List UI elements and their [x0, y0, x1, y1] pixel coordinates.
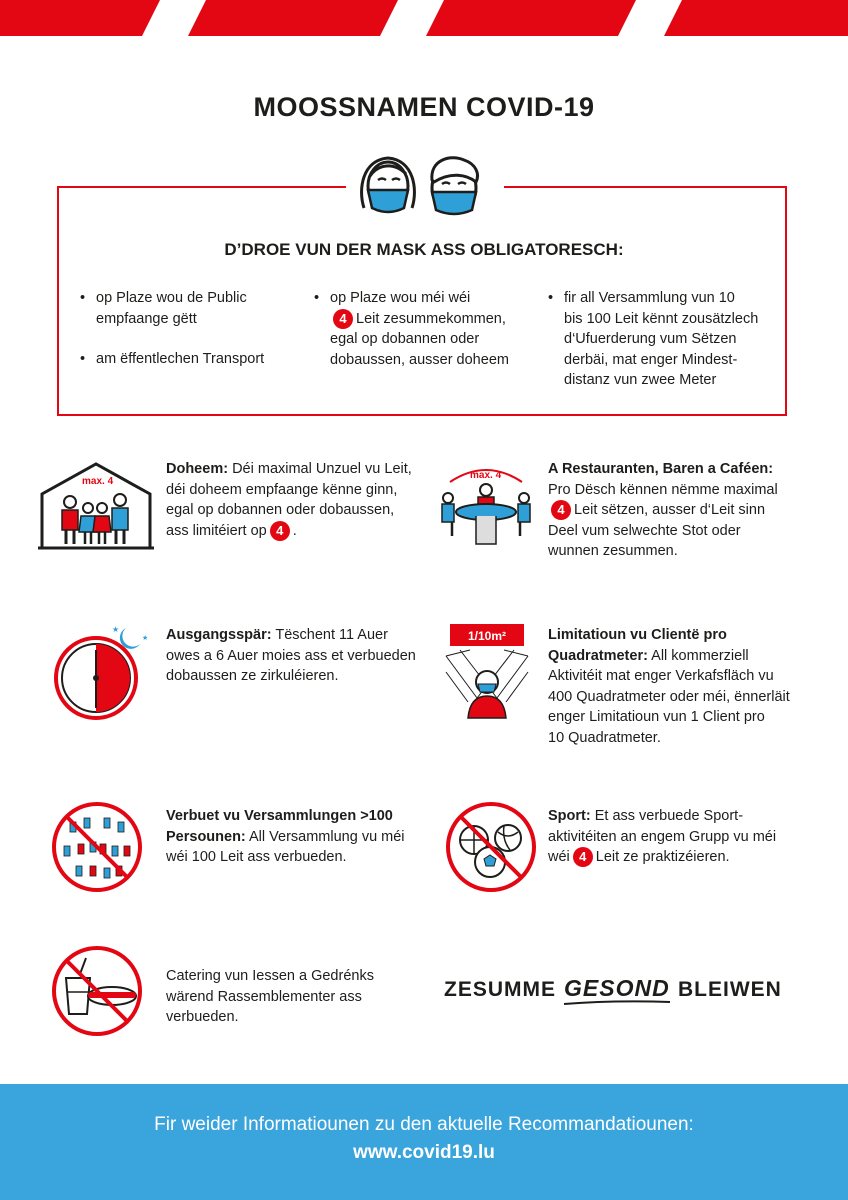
slogan-word-3: BLEIWEN [678, 978, 782, 1001]
list-item: • op Plaze wou de Public empfaange gëtt [80, 288, 290, 329]
home-badge: max. 4 [82, 476, 114, 487]
footer [0, 1084, 848, 1200]
top-stripes [0, 0, 848, 36]
sport-rule: Sport: Et ass verbuede Sport- aktivitéiten an engem Grupp vu méi wéi 4 Leit ze praktizéieren. [548, 806, 808, 868]
svg-text:★: ★ [112, 625, 120, 634]
slogan [444, 970, 784, 1030]
gatherings-rule: Verbuet vu Versammlungen >100 Persounen: All Versammlung vu méi wéi 100 Leit ass verbueden. [166, 808, 405, 865]
crowd-banned-icon [50, 800, 144, 894]
number-badge: 4 [573, 847, 593, 867]
food-banned-icon [50, 944, 144, 1038]
list-item: • fir all Versammlung vun 10 bis 100 Leit kënnt zousätzlech d‘Ufuerderung vum Sëtzen derbäi, mat enger Mindest- distanz vun zwee Meter [548, 288, 778, 391]
mask-col-1 [80, 288, 290, 390]
person-grid-icon [440, 622, 534, 722]
footer-info: Fir weider Informatiounen zu den aktuelle Recommandatiounen: [154, 1114, 694, 1135]
home-rule: Doheem: Déi maximal Unzuel vu Leit, déi doheem empfaange kënne ginn, egal op dobannen oder dobaussen, ass limitéiert op 4 . [166, 459, 426, 541]
slogan-word-2: GESOND [564, 975, 670, 1001]
number-badge: 4 [333, 309, 353, 329]
number-badge: 4 [270, 521, 290, 541]
restaurant-table-icon [436, 460, 536, 550]
restaurant-rule: A Restauranten, Baren a Caféen: Pro Dësch kënnen nëmme maximal 4 Leit sëtzen, ausser d‘Leit sinn Deel vum selwechte Stot oder wunnen zesummen. [548, 461, 778, 559]
list-item: • am ëffentlechen Transport [80, 349, 290, 370]
house-family-icon [38, 460, 154, 552]
clients-badge: 1/10m² [467, 629, 507, 643]
number-badge: 4 [551, 500, 571, 520]
catering-rule: Catering vun Iessen a Gedrénks wärend Rassemblementer ass verbueden. [166, 968, 374, 1025]
clock-moon-icon [52, 620, 148, 720]
footer-link[interactable]: www.covid19.lu [353, 1142, 495, 1163]
slogan-word-1: ZESUMME [444, 978, 556, 1001]
restaurant-badge: max. 4 [470, 470, 502, 481]
mask-subtitle: D’DROE VUN DER MASK ASS OBLIGATORESCH: [224, 240, 624, 259]
clients-rule: Limitatioun vu Clientë pro Quadratmeter: All kommerziell Aktivitéit mat enger Verkafsfläch vu 400 Quadratmeter oder méi, ënnerläit enger Limitatioun vun 1 Client pro 10 Quadratmeter. [548, 627, 790, 746]
mask-col-2 [314, 288, 524, 390]
page-title: MOOSSNAMEN COVID-19 [253, 92, 595, 122]
list-item: • op Plaze wou méi wéi 4 Leit zesummekommen, egal op dobannen oder dobaussen, ausser doheem [314, 288, 524, 370]
curfew-rule: Ausgangsspär: Tëschent 11 Auer owes a 6 Auer moies ass et verbueden dobaussen ze zirkuléieren. [166, 627, 416, 684]
svg-text:★: ★ [142, 635, 148, 642]
sport-balls-banned-icon [444, 800, 538, 894]
mask-col-3 [548, 288, 778, 411]
masked-faces-icon [354, 150, 494, 224]
